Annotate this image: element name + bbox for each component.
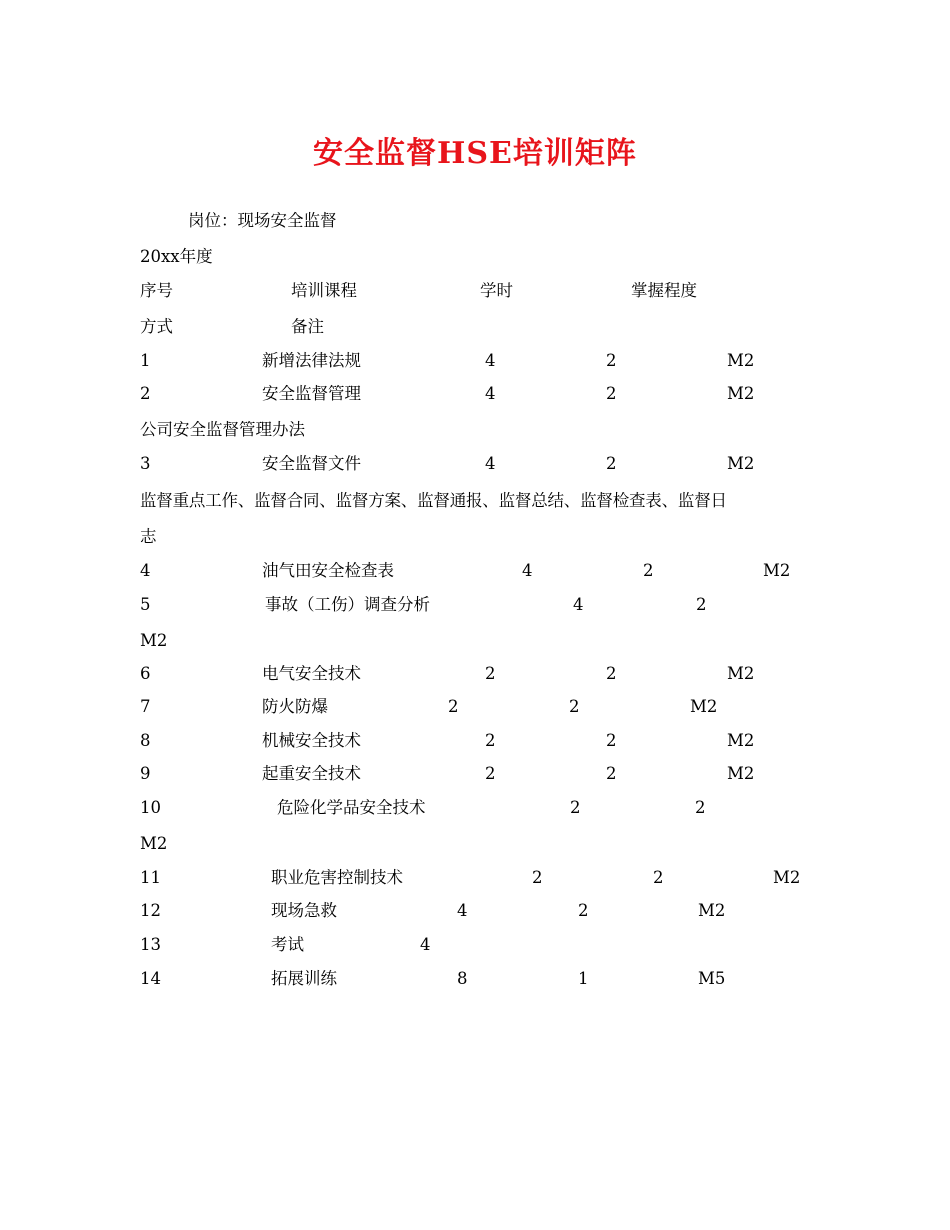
header-mastery: 掌握程度 [631, 281, 697, 300]
row-mastery: 2 [606, 664, 617, 683]
row-hours: 4 [420, 935, 431, 954]
row-method: M5 [698, 969, 726, 988]
row-course: 危险化学品安全技术 [277, 798, 426, 817]
header-hours: 学时 [480, 281, 513, 300]
row-hours: 4 [573, 595, 584, 614]
row-hours: 2 [485, 664, 496, 683]
row-mastery: 2 [696, 595, 707, 614]
row-course: 安全监督管理 [262, 384, 361, 403]
row-method: M2 [140, 631, 168, 650]
row-hours: 4 [522, 561, 533, 580]
header-course: 培训课程 [291, 281, 357, 300]
row-mastery: 2 [643, 561, 654, 580]
row-mastery: 2 [606, 731, 617, 750]
row-mastery: 2 [653, 868, 664, 887]
row-mastery: 1 [578, 969, 589, 988]
row-mastery: 2 [578, 901, 589, 920]
row-course: 考试 [271, 935, 304, 954]
position-line: 岗位：现场安全监督 [188, 211, 337, 230]
row-hours: 4 [485, 351, 496, 370]
row-seq: 3 [140, 454, 151, 473]
row-seq: 7 [140, 697, 151, 716]
row-mastery: 2 [606, 454, 617, 473]
row-method: M2 [773, 868, 801, 887]
header-seq: 序号 [140, 281, 173, 300]
row-hours: 4 [457, 901, 468, 920]
row-seq: 2 [140, 384, 151, 403]
row-seq: 13 [140, 935, 161, 954]
row-course: 现场急救 [271, 901, 337, 920]
row-seq: 12 [140, 901, 161, 920]
row-seq: 11 [140, 868, 161, 887]
row-method: M2 [727, 384, 755, 403]
header-remark: 备注 [291, 317, 324, 336]
row-course: 安全监督文件 [262, 454, 361, 473]
row-method: M2 [727, 454, 755, 473]
row-method: M2 [763, 561, 791, 580]
row-seq: 8 [140, 731, 151, 750]
row-course: 油气田安全检查表 [262, 561, 394, 580]
row-method: M2 [690, 697, 718, 716]
row-course: 机械安全技术 [262, 731, 361, 750]
row-course: 起重安全技术 [262, 764, 361, 783]
row-hours: 2 [485, 731, 496, 750]
row-hours: 8 [457, 969, 468, 988]
row-method: M2 [698, 901, 726, 920]
row-method: M2 [140, 834, 168, 853]
row-course: 事故（工伤）调查分析 [265, 595, 430, 614]
row-hours: 2 [448, 697, 459, 716]
row-note-continued: 志 [140, 527, 157, 546]
row-method: M2 [727, 731, 755, 750]
row-seq: 4 [140, 561, 151, 580]
row-course: 职业危害控制技术 [271, 868, 403, 887]
row-mastery: 2 [569, 697, 580, 716]
row-hours: 4 [485, 384, 496, 403]
document-title: 安全监督HSE培训矩阵 [313, 136, 637, 171]
row-course: 拓展训练 [271, 969, 337, 988]
row-hours: 2 [532, 868, 543, 887]
row-seq: 9 [140, 764, 151, 783]
row-note: 监督重点工作、监督合同、监督方案、监督通报、监督总结、监督检查表、监督日 [140, 491, 727, 510]
row-course: 新增法律法规 [262, 351, 361, 370]
row-course: 防火防爆 [262, 697, 328, 716]
row-mastery: 2 [695, 798, 706, 817]
row-seq: 1 [140, 351, 151, 370]
row-method: M2 [727, 664, 755, 683]
row-hours: 2 [485, 764, 496, 783]
row-seq: 10 [140, 798, 161, 817]
header-method: 方式 [140, 317, 173, 336]
row-method: M2 [727, 351, 755, 370]
row-hours: 2 [570, 798, 581, 817]
row-note: 公司安全监督管理办法 [140, 420, 305, 439]
row-seq: 5 [140, 595, 151, 614]
row-seq: 14 [140, 969, 161, 988]
row-mastery: 2 [606, 384, 617, 403]
row-mastery: 2 [606, 764, 617, 783]
row-method: M2 [727, 764, 755, 783]
row-seq: 6 [140, 664, 151, 683]
row-hours: 4 [485, 454, 496, 473]
row-mastery: 2 [606, 351, 617, 370]
year-line: 20xx年度 [140, 247, 213, 266]
row-course: 电气安全技术 [262, 664, 361, 683]
